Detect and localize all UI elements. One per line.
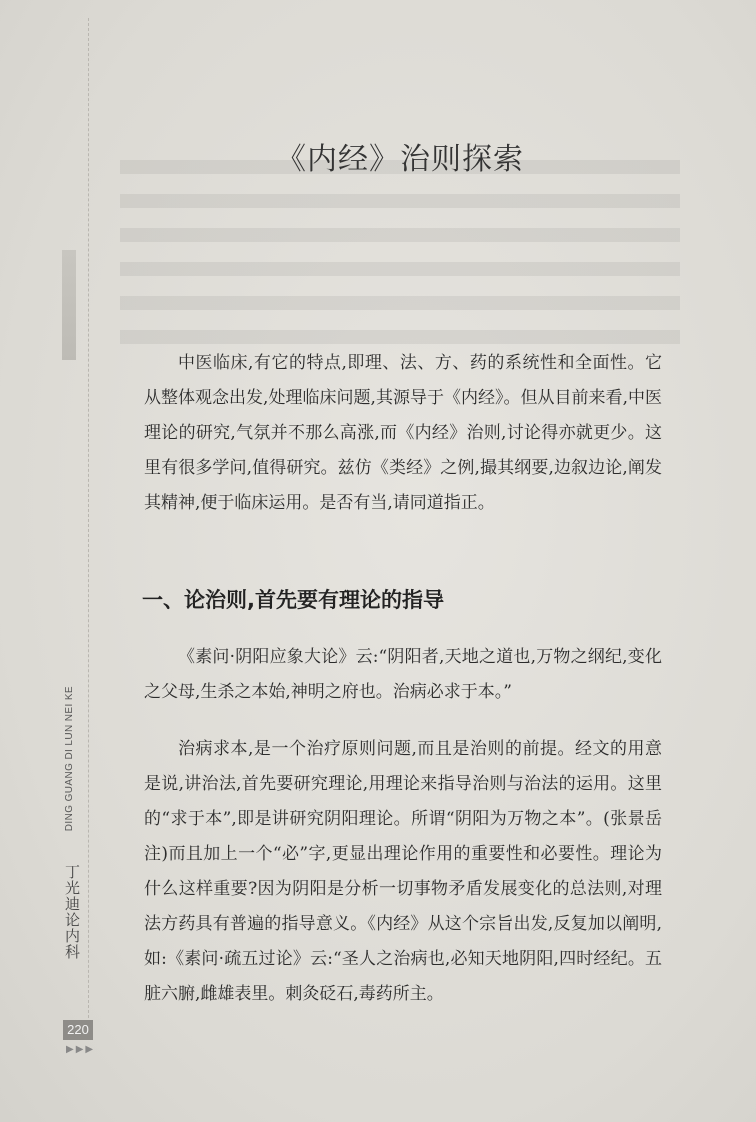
page-number: 220 xyxy=(63,1020,93,1040)
section-heading: 一、论治则,首先要有理论的指导 xyxy=(142,588,444,612)
margin-strip xyxy=(62,250,76,360)
running-head-pinyin: DING GUANG DI LUN NEI KE xyxy=(64,686,75,832)
quote-paragraph: 《素问·阴阳应象大论》云:“阴阳者,天地之道也,万物之纲纪,变化之父母,生杀之本始,神明之府也。治病必求于本。” xyxy=(144,647,662,702)
show-through-text xyxy=(120,160,680,350)
intro-paragraph: 中医临床,有它的特点,即理、法、方、药的系统性和全面性。它从整体观念出发,处理临床问题,其源导于《内经》。但从目前来看,中医理论的研究,气氛并不那么高涨,而《内经》治则,讨论得亦就更少。这里有很多学问,值得研究。兹仿《类经》之例,撮其纲要,边叙边论,阐发其精神,便于临床运用。是否有当,请同道指正。 xyxy=(144,353,662,513)
chapter-title: 《内经》治则探索 xyxy=(276,142,524,177)
body-paragraph: 治病求本,是一个治疗原则问题,而且是治则的前提。经文的用意是说,讲治法,首先要研究理论,用理论来指导治则与治法的运用。这里的“求于本”,即是讲研究阴阳理论。所谓“阴阳为万物之本”。(张景岳注)而且加上一个“必”字,更显出理论作用的重要性和必要性。理论为什么这样重要?因为阴阳是分析一切事物矛盾发展变化的总法则,对理法方药具有普遍的指导意义。《内经》从这个宗旨出发,反复加以阐明,如:《素问·疏五过论》云:“圣人之治病也,必知天地阴阳,四时经纪。五脏六腑,雌雄表里。刺灸砭石,毒药所主。 xyxy=(144,739,662,1004)
margin-guide-line xyxy=(88,18,89,1018)
running-head xyxy=(60,682,84,1002)
running-head-title: 丁光迪论内科 xyxy=(63,864,81,960)
page-arrows-icon: ▶▶▶ xyxy=(66,1044,96,1055)
